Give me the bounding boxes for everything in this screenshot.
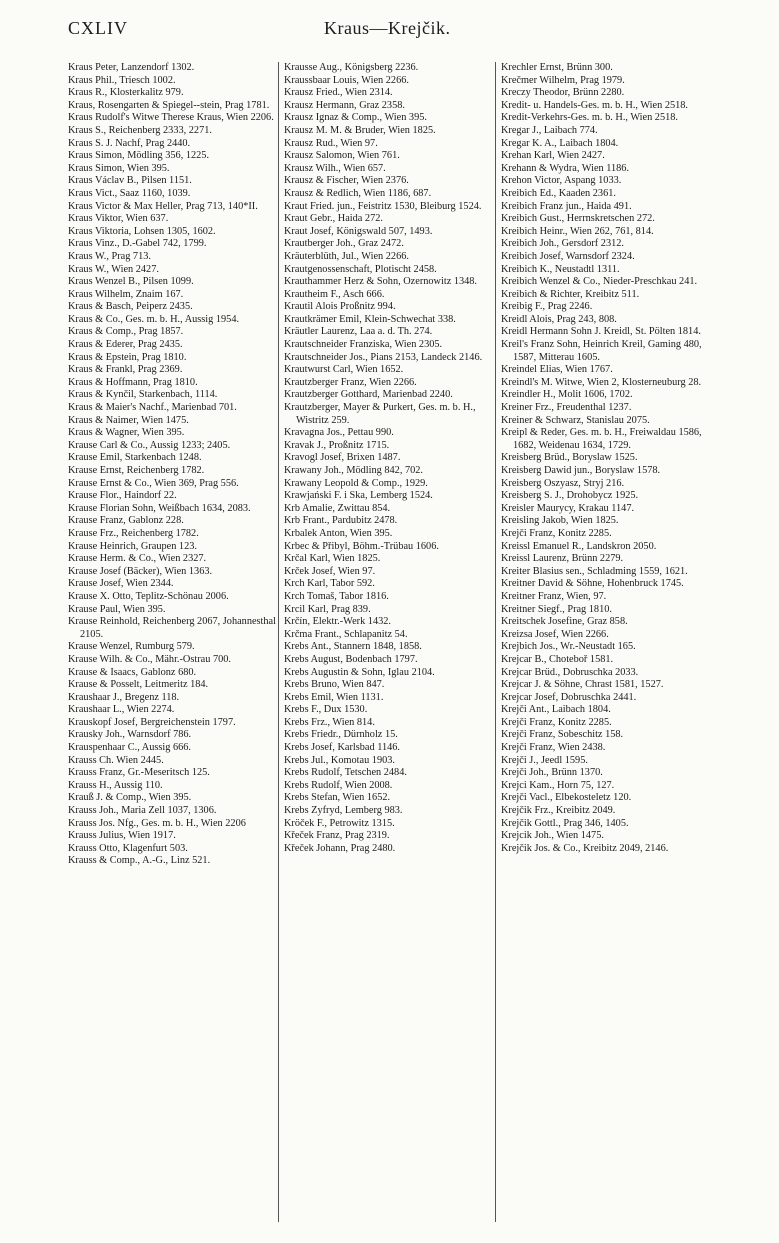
directory-entry: Kreisberg Brüd., Boryslaw 1525. — [501, 452, 638, 464]
directory-entry: Křeček Johann, Prag 2480. — [284, 842, 396, 854]
directory-entry: Krebs F., Dux 1530. — [284, 704, 368, 716]
directory-entry: Kreiner Frz., Freudenthal 1237. — [501, 402, 632, 414]
directory-entry: Kraut Fried. jun., Feistritz 1530, Bleiburg 1524. — [284, 200, 482, 212]
directory-entry: Krause Flor., Haindorf 22. — [68, 490, 177, 502]
directory-entry: Krauss Jos. Nfg., Ges. m. b. H., Wien 2206 — [68, 817, 246, 829]
column-divider — [278, 62, 279, 1222]
directory-entry: Kraus & Maier's Nachf., Marienbad 701. — [68, 402, 237, 414]
directory-entry: Krehon Victor, Aspang 1033. — [501, 175, 622, 187]
directory-entry: Kravak J., Proßnitz 1715. — [284, 439, 390, 451]
directory-entry: Kredit-Verkehrs-Ges. m. b. H., Wien 2518. — [501, 112, 678, 124]
directory-entry: Krb Amalie, Zwittau 854. — [284, 502, 391, 514]
directory-entry: Krauss Julius, Wien 1917. — [68, 830, 176, 842]
directory-entry: Kreibich Wenzel & Co., Nieder-Preschkau 241. — [501, 276, 698, 288]
directory-entry: Kraus Simon, Mödling 356, 1225. — [68, 150, 210, 162]
directory-entry: Krause & Posselt, Leitmeritz 184. — [68, 679, 209, 691]
directory-entry: Krebs Bruno, Wien 847. — [284, 679, 385, 691]
directory-entry: Krejcar B., Choteboř 1581. — [501, 653, 614, 665]
directory-entry: Krawany Joh., Mödling 842, 702. — [284, 465, 423, 476]
directory-entry: Krautschneider Franziska, Wien 2305. — [284, 339, 443, 351]
directory-entry: Kraus Viktor, Wien 637. — [68, 213, 169, 225]
directory-entry: Kreczy Theodor, Brünn 2280. — [501, 87, 625, 99]
directory-entry: Kraus Rudolf's Witwe Therese Kraus, Wien 2206. — [68, 112, 274, 124]
directory-entry: Krebs August, Bodenbach 1797. — [284, 653, 418, 665]
directory-entry: Kraus & Epstein, Prag 1810. — [68, 351, 187, 363]
directory-entry: Krehan Karl, Wien 2427. — [501, 150, 605, 162]
directory-entry: Krause Wenzel, Rumburg 579. — [68, 641, 195, 653]
directory-entry: Krauss & Comp., A.-G., Linz 521. — [68, 855, 211, 867]
directory-entry: Krautzberger, Mayer & Purkert, Ges. m. b. H., Wistritz 259. — [284, 402, 476, 426]
directory-entry: Kreiner & Schwarz, Stanislau 2075. — [501, 414, 650, 426]
directory-entry: Krch Tomaš, Tabor 1816. — [284, 590, 389, 602]
directory-entry: Kregar K. A., Laibach 1804. — [501, 137, 619, 149]
directory-entry: Krausz Ignaz & Comp., Wien 395. — [284, 112, 427, 124]
directory-entry: Kraus & Naimer, Wien 1475. — [68, 414, 189, 426]
directory-entry: Kreitner Franz, Wien, 97. — [501, 590, 607, 602]
directory-entry: Krejčik Frz., Kreibitz 2049. — [501, 805, 616, 817]
directory-entry: Kreissl Laurenz, Brünn 2279. — [501, 553, 624, 565]
directory-entry: Kraus S., Reichenberg 2333, 2271. — [68, 124, 212, 136]
directory-entry: Kräutler Laurenz, Laa a. d. Th. 274. — [284, 326, 433, 338]
column-1 — [68, 62, 276, 868]
directory-entry: Kredit- u. Handels-Ges. m. b. H., Wien 2518. — [501, 99, 688, 111]
directory-entry: Kreindler H., Molit 1606, 1702. — [501, 389, 633, 401]
directory-entry: Krausse Aug., Königsberg 2236. — [284, 62, 419, 73]
directory-entry: Kraus S. J. Nachf, Prag 2440. — [68, 137, 191, 149]
directory-entry: Kraus R., Klosterkalitz 979. — [68, 87, 184, 99]
directory-entry: Krejcar J. & Söhne, Chrast 1581, 1527. — [501, 679, 664, 691]
directory-entry: Krauss Joh., Maria Zell 1037, 1306. — [68, 805, 217, 817]
directory-entry: Krautkrämer Emil, Klein-Schwechat 338. — [284, 313, 456, 325]
directory-entry: Kreisler Maurycy, Krakau 1147. — [501, 502, 635, 514]
directory-entry: Krbec & Přibyl, Böhm.-Trübau 1606. — [284, 540, 439, 552]
directory-entry: Krejčik Jos. & Co., Kreibitz 2049, 2146. — [501, 842, 669, 854]
directory-entry: Kreibich K., Neustadtl 1311. — [501, 263, 620, 275]
directory-entry: Krebs Rudolf, Wien 2008. — [284, 779, 393, 791]
directory-entry: Kraus W., Prag 713. — [68, 250, 151, 262]
directory-entry: Kreisberg Dawid jun., Boryslaw 1578. — [501, 465, 661, 476]
directory-entry: Krause Carl & Co., Aussig 1233; 2405. — [68, 439, 231, 451]
column-divider — [495, 62, 496, 1222]
directory-entry: Kreibich Ed., Kaaden 2361. — [501, 187, 616, 199]
directory-entry: Kreissl Emanuel R., Landskron 2050. — [501, 540, 657, 552]
directory-entry: Kreibich Joh., Gersdorf 2312. — [501, 238, 624, 250]
directory-entry: Kreisling Jakob, Wien 1825. — [501, 515, 619, 527]
directory-entry: Kravagna Jos., Pettau 990. — [284, 427, 394, 439]
directory-entry: Krautheim F., Asch 666. — [284, 288, 385, 300]
directory-entry: Kreitner David & Söhne, Hohenbruck 1745. — [501, 578, 684, 590]
directory-entry: Kreisberg Oszyasz, Stryj 216. — [501, 477, 625, 489]
directory-entry: Krawany Leopold & Comp., 1929. — [284, 477, 428, 489]
directory-entry: Krb Frant., Pardubitz 2478. — [284, 515, 398, 527]
directory-entry: Krausz & Fischer, Wien 2376. — [284, 175, 409, 187]
directory-entry: Krauskopf Josef, Bergreichenstein 1797. — [68, 716, 236, 728]
directory-entry: Krejči Franz, Wien 2438. — [501, 742, 606, 754]
directory-entry: Krawjański F. i Ska, Lemberg 1524. — [284, 490, 433, 502]
directory-entry: Krejči Franz, Konitz 2285. — [501, 716, 612, 728]
directory-entry: Krause & Isaacs, Gablonz 680. — [68, 666, 197, 678]
directory-entry: Krausz M. M. & Bruder, Wien 1825. — [284, 124, 436, 136]
page-title: Kraus—Krejčik. — [324, 18, 451, 38]
directory-entry: Krause Frz., Reichenberg 1782. — [68, 527, 199, 539]
directory-entry: Krčín, Elektr.-Werk 1432. — [284, 616, 391, 628]
directory-entry: Kraus Václav B., Pilsen 1151. — [68, 175, 192, 187]
directory-entry: Krečmer Wilhelm, Prag 1979. — [501, 74, 625, 86]
directory-entry: Krauss Otto, Klagenfurt 503. — [68, 842, 188, 854]
directory-entry: Krebs Frz., Wien 814. — [284, 716, 375, 728]
page-number: CXLIV — [68, 18, 128, 38]
directory-entry: Kreitschek Josefine, Graz 858. — [501, 616, 628, 628]
directory-entry: Krehann & Wydra, Wien 1186. — [501, 162, 630, 174]
directory-entry: Krejči Vacl., Elbekosteletz 120. — [501, 792, 632, 804]
directory-entry: Krause Paul, Wien 395. — [68, 603, 166, 615]
directory-entry: Krch Karl, Tabor 592. — [284, 578, 375, 590]
directory-entry: Kraussbaar Louis, Wien 2266. — [284, 74, 409, 86]
directory-entry: Krechler Ernst, Brünn 300. — [501, 62, 613, 73]
directory-entry: Kreindl's M. Witwe, Wien 2, Klosterneuburg 28. — [501, 376, 702, 388]
directory-entry: Krebs Augustin & Sohn, Iglau 2104. — [284, 666, 435, 678]
directory-entry: Kreibich Gust., Herrnskretschen 272. — [501, 213, 655, 225]
directory-entry: Krautgenossenschaft, Plotischt 2458. — [284, 263, 437, 275]
directory-entry: Krauspenhaar C., Aussig 666. — [68, 742, 191, 754]
directory-entry: Kraus & Ederer, Prag 2435. — [68, 339, 183, 351]
directory-entry: Krebs Friedr., Dürnholz 15. — [284, 729, 398, 741]
directory-entry: Krause Florian Sohn, Weißbach 1634, 2083. — [68, 502, 251, 514]
directory-entry: Krautzberger Gotthard, Marienbad 2240. — [284, 389, 453, 401]
directory-entry: Kraushaar L., Wien 2274. — [68, 704, 175, 716]
directory-entry: Krause Ernst & Co., Wien 369, Prag 556. — [68, 477, 239, 489]
directory-entry: Kreibich Josef, Warnsdorf 2324. — [501, 250, 635, 262]
directory-entry: Krbalek Anton, Wien 395. — [284, 527, 393, 539]
directory-entry: Krautil Alois Proßnitz 994. — [284, 301, 396, 313]
directory-entry: Kraus Victor & Max Heller, Prag 713, 140*II. — [68, 200, 258, 212]
directory-entry: Kreizsa Josef, Wien 2266. — [501, 628, 609, 640]
directory-entry: Křeček Franz, Prag 2319. — [284, 830, 390, 842]
page-header — [68, 12, 736, 42]
directory-entry: Krejci Kam., Horn 75, 127. — [501, 779, 615, 791]
directory-entry: Kraus & Frankl, Prag 2369. — [68, 364, 183, 376]
directory-entry: Krause Emil, Starkenbach 1248. — [68, 452, 202, 464]
directory-entry: Krausz & Redlich, Wien 1186, 687. — [284, 187, 432, 199]
directory-entry: Krčal Karl, Wien 1825. — [284, 553, 381, 565]
directory-entry: Krause Ernst, Reichenberg 1782. — [68, 465, 205, 476]
directory-entry: Krauss H., Aussig 110. — [68, 779, 163, 791]
directory-entry: Kreipl & Reder, Ges. m. b. H., Freiwaldau 1586, 1682, Weidenau 1634, 1729. — [501, 427, 702, 451]
directory-entry: Kreiter Blasius sen., Schladming 1559, 1621. — [501, 565, 688, 577]
directory-entry: Krebs Ant., Stannern 1848, 1858. — [284, 641, 422, 653]
directory-entry: Kreibig F., Prag 2246. — [501, 301, 593, 313]
directory-entry: Krautzberger Franz, Wien 2266. — [284, 376, 417, 388]
directory-entry: Krause X. Otto, Teplitz-Schönau 2006. — [68, 590, 229, 602]
directory-entry: Kreindel Elias, Wien 1767. — [501, 364, 613, 376]
directory-entry: Krejcik Joh., Wien 1475. — [501, 830, 604, 842]
directory-entry: Krčma Frant., Schlapanitz 54. — [284, 628, 408, 640]
directory-entry: Kraus, Rosengarten & Spiegel--stein, Prag 1781. — [68, 99, 270, 111]
directory-entry: Krause Heinrich, Graupen 123. — [68, 540, 197, 552]
directory-entry: Kraut Gebr., Haida 272. — [284, 213, 383, 225]
directory-entry: Krause Josef, Wien 2344. — [68, 578, 174, 590]
directory-entry: Krebs Emil, Wien 1131. — [284, 691, 384, 703]
directory-entry: Krausz Fried., Wien 2314. — [284, 87, 393, 99]
directory-entry: Kraus & Comp., Prag 1857. — [68, 326, 184, 338]
directory-entry: Krejči Joh., Brünn 1370. — [501, 767, 603, 779]
directory-entry: Kreidl Hermann Sohn J. Kreidl, St. Pölten 1814. — [501, 326, 701, 338]
directory-entry: Krausky Joh., Warnsdorf 786. — [68, 729, 192, 741]
directory-entry: Krause Josef (Bäcker), Wien 1363. — [68, 565, 213, 577]
directory-entry: Kreitner Siegf., Prag 1810. — [501, 603, 612, 615]
directory-entry: Krausz Salomon, Wien 761. — [284, 150, 400, 162]
directory-entry: Krausz Rud., Wien 97. — [284, 137, 378, 149]
directory-entry: Krček Josef, Wien 97. — [284, 565, 376, 577]
directory-entry: Kraushaar J., Bregenz 118. — [68, 691, 180, 703]
directory-entry: Krausz Hermann, Graz 2358. — [284, 99, 405, 111]
directory-entry: Kraus Peter, Lanzendorf 1302. — [68, 62, 195, 73]
directory-entry: Kraut Josef, Königswald 507, 1493. — [284, 225, 433, 237]
directory-entry: Krause Herm. & Co., Wien 2327. — [68, 553, 207, 565]
directory-entry: Krejči Ant., Laibach 1804. — [501, 704, 611, 716]
directory-entry: Krebs Zyfryd, Lemberg 983. — [284, 805, 403, 817]
directory-entry: Kröček F., Petrowitz 1315. — [284, 817, 395, 829]
directory-entry: Krebs Stefan, Wien 1652. — [284, 792, 391, 804]
directory-entry: Kreisberg S. J., Drohobycz 1925. — [501, 490, 639, 502]
directory-entry: Krause Wilh. & Co., Mähr.-Ostrau 700. — [68, 653, 231, 665]
directory-entry: Kreil's Franz Sohn, Heinrich Kreil, Gaming 480, 1587, Mitterau 1605. — [501, 339, 702, 363]
directory-entry: Krejcar Josef, Dobruschka 2441. — [501, 691, 637, 703]
directory-entry: Krejčik Gottl., Prag 346, 1405. — [501, 817, 629, 829]
directory-entry: Krauss Ch. Wien 2445. — [68, 754, 164, 766]
directory-entry: Kraus Vict., Saaz 1160, 1039. — [68, 187, 191, 199]
directory-entry: Kreibich & Richter, Kreibitz 511. — [501, 288, 640, 300]
directory-entry: Kräuterblüth, Jul., Wien 2266. — [284, 250, 409, 262]
directory-entry: Kraus Phil., Triesch 1002. — [68, 74, 176, 86]
directory-entry: Kreibich Heinr., Wien 262, 761, 814. — [501, 225, 654, 237]
directory-entry: Krebs Jul., Komotau 1903. — [284, 754, 395, 766]
directory-entry: Kraus & Hoffmann, Prag 1810. — [68, 376, 198, 388]
directory-entry: Kraus Vinz., D.-Gabel 742, 1799. — [68, 238, 207, 250]
directory-entry: Krebs Rudolf, Tetschen 2484. — [284, 767, 407, 779]
directory-entry: Kraus Wilhelm, Znaim 167. — [68, 288, 184, 300]
directory-entry: Kreidl Alois, Prag 243, 808. — [501, 313, 617, 325]
directory-entry: Krcil Karl, Prag 839. — [284, 603, 371, 615]
directory-entry: Krauss Franz, Gr.-Meseritsch 125. — [68, 767, 210, 779]
directory-entry: Kravogl Josef, Brixen 1487. — [284, 452, 401, 464]
directory-entry: Kraus & Wagner, Wien 395. — [68, 427, 185, 439]
directory-entry: Kraus Simon, Wien 395. — [68, 162, 170, 174]
directory-entry: Krautschneider Jos., Pians 2153, Landeck 2146. — [284, 351, 483, 363]
directory-entry: Krejcar Brüd., Dobruschka 2033. — [501, 666, 639, 678]
directory-entry: Krause Franz, Gablonz 228. — [68, 515, 184, 527]
directory-entry: Krejči J., Jeedl 1595. — [501, 754, 588, 766]
directory-entry: Kreibich Franz jun., Haida 491. — [501, 200, 632, 212]
directory-entry: Krauß J. & Comp., Wien 395. — [68, 792, 192, 804]
directory-entry: Krejbich Jos., Wr.-Neustadt 165. — [501, 641, 636, 653]
directory-entry: Krebs Josef, Karlsbad 1146. — [284, 742, 401, 754]
directory-entry: Krautberger Joh., Graz 2472. — [284, 238, 404, 250]
directory-entry: Krause Reinhold, Reichenberg 2067, Johannesthal 2105. — [68, 616, 276, 640]
directory-entry: Kraus W., Wien 2427. — [68, 263, 159, 275]
column-3 — [501, 62, 716, 855]
directory-entry: Krautwurst Carl, Wien 1652. — [284, 364, 404, 376]
directory-entry: Kregar J., Laibach 774. — [501, 124, 598, 136]
column-2 — [284, 62, 492, 855]
directory-entry: Krauthammer Herz & Sohn, Ozernowitz 1348. — [284, 276, 478, 288]
directory-entry: Krejči Franz, Sobeschitz 158. — [501, 729, 624, 741]
directory-entry: Kraus Wenzel B., Pilsen 1099. — [68, 276, 194, 288]
directory-entry: Krejči Franz, Konitz 2285. — [501, 527, 612, 539]
directory-entry: Krausz Wilh., Wien 657. — [284, 162, 386, 174]
directory-entry: Kraus & Kynčil, Starkenbach, 1114. — [68, 389, 218, 401]
directory-entry: Kraus & Basch, Peiperz 2435. — [68, 301, 193, 313]
directory-entry: Kraus Viktoria, Lohsen 1305, 1602. — [68, 225, 216, 237]
directory-columns — [66, 62, 730, 1222]
directory-entry: Kraus & Co., Ges. m. b. H., Aussig 1954. — [68, 313, 240, 325]
